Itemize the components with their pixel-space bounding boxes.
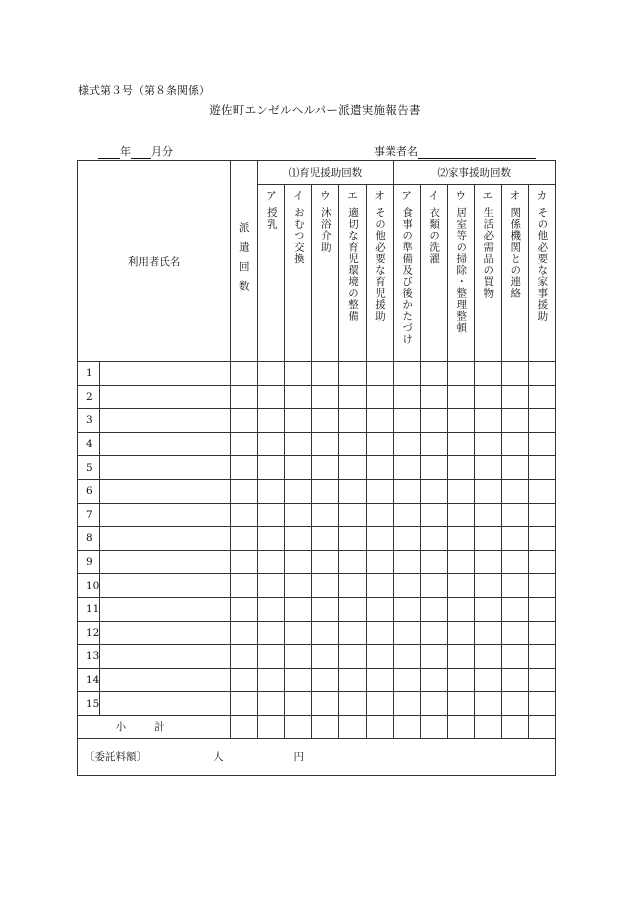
count-cell[interactable]: [366, 362, 393, 386]
count-cell[interactable]: [312, 527, 339, 551]
count-cell[interactable]: [420, 668, 447, 692]
table-row: [78, 692, 556, 716]
item-label-cell: [285, 205, 312, 362]
row-number: 8: [78, 527, 100, 551]
table-row: [78, 362, 556, 386]
count-cell[interactable]: [393, 479, 420, 503]
row-number: 9: [78, 550, 100, 574]
count-cell[interactable]: [420, 597, 447, 621]
count-cell[interactable]: [528, 385, 555, 409]
persons-unit: 人: [213, 751, 224, 764]
count-cell[interactable]: [474, 574, 501, 598]
item-label-cell: [447, 205, 474, 362]
count-cell[interactable]: [312, 645, 339, 669]
count-cell[interactable]: [501, 432, 528, 456]
childcare-group-header: ⑴育児援助回数: [258, 161, 393, 185]
table-row: [78, 574, 556, 598]
count-cell[interactable]: [339, 479, 366, 503]
count-cell[interactable]: [447, 432, 474, 456]
count-cell[interactable]: [474, 645, 501, 669]
count-cell[interactable]: [285, 550, 312, 574]
count-cell[interactable]: [366, 409, 393, 433]
count-cell[interactable]: [231, 432, 258, 456]
count-cell[interactable]: [420, 645, 447, 669]
count-cell[interactable]: [285, 409, 312, 433]
count-cell[interactable]: [285, 385, 312, 409]
count-cell[interactable]: [528, 574, 555, 598]
count-cell[interactable]: [501, 692, 528, 716]
count-cell[interactable]: [393, 527, 420, 551]
count-cell[interactable]: [231, 527, 258, 551]
count-cell[interactable]: [366, 527, 393, 551]
count-cell[interactable]: [285, 645, 312, 669]
count-cell[interactable]: [312, 456, 339, 480]
item-label-cell: [258, 205, 285, 362]
count-cell[interactable]: [393, 645, 420, 669]
count-cell[interactable]: [393, 668, 420, 692]
count-cell[interactable]: [312, 668, 339, 692]
count-cell[interactable]: [528, 668, 555, 692]
subtotal-cell[interactable]: [312, 715, 339, 738]
count-cell[interactable]: [420, 479, 447, 503]
count-cell[interactable]: [447, 645, 474, 669]
row-number: 6: [78, 479, 100, 503]
count-cell[interactable]: [420, 692, 447, 716]
row-number: 7: [78, 503, 100, 527]
count-cell[interactable]: [231, 597, 258, 621]
item-label-cell: [528, 205, 555, 362]
row-number: 11: [78, 597, 100, 621]
user-name-cell[interactable]: [100, 668, 231, 692]
count-cell[interactable]: [339, 432, 366, 456]
count-cell[interactable]: [312, 621, 339, 645]
item-label: 生活必需品の買物: [482, 207, 495, 299]
count-cell[interactable]: [420, 550, 447, 574]
count-cell[interactable]: [501, 479, 528, 503]
count-cell[interactable]: [285, 362, 312, 386]
count-cell[interactable]: [501, 668, 528, 692]
user-name-cell[interactable]: [100, 432, 231, 456]
subtotal-cell[interactable]: [420, 715, 447, 738]
count-cell[interactable]: [366, 621, 393, 645]
document-title: 遊佐町エンゼルヘルパー派遣実施報告書: [209, 103, 421, 117]
subtotal-cell[interactable]: [366, 715, 393, 738]
table-row: [78, 550, 556, 574]
count-cell[interactable]: [501, 385, 528, 409]
count-cell[interactable]: [339, 409, 366, 433]
count-cell[interactable]: [258, 621, 285, 645]
count-cell[interactable]: [258, 362, 285, 386]
count-cell[interactable]: [501, 597, 528, 621]
count-cell[interactable]: [474, 409, 501, 433]
count-cell[interactable]: [366, 550, 393, 574]
count-cell[interactable]: [366, 692, 393, 716]
count-cell[interactable]: [312, 479, 339, 503]
count-cell[interactable]: [393, 503, 420, 527]
item-label-cell: [366, 205, 393, 362]
count-cell[interactable]: [420, 409, 447, 433]
count-cell[interactable]: [528, 456, 555, 480]
item-letter: ウ: [447, 185, 474, 206]
count-cell[interactable]: [312, 574, 339, 598]
item-letter: オ: [501, 185, 528, 206]
count-cell[interactable]: [258, 597, 285, 621]
report-table: [77, 160, 556, 776]
count-cell[interactable]: [366, 503, 393, 527]
user-name-cell[interactable]: [100, 362, 231, 386]
count-cell[interactable]: [339, 668, 366, 692]
count-cell[interactable]: [474, 621, 501, 645]
user-name-cell[interactable]: [100, 479, 231, 503]
count-cell[interactable]: [312, 503, 339, 527]
count-cell[interactable]: [393, 597, 420, 621]
table-row: [78, 479, 556, 503]
count-cell[interactable]: [258, 503, 285, 527]
count-cell[interactable]: [258, 692, 285, 716]
subtotal-cell[interactable]: [474, 715, 501, 738]
item-letter: ア: [258, 185, 285, 206]
subtotal-row: [78, 715, 556, 738]
user-name-cell[interactable]: [100, 503, 231, 527]
count-cell[interactable]: [447, 362, 474, 386]
row-number: 5: [78, 456, 100, 480]
count-cell[interactable]: [447, 550, 474, 574]
count-cell[interactable]: [474, 597, 501, 621]
item-label: 授乳: [265, 207, 278, 230]
count-cell[interactable]: [339, 456, 366, 480]
count-cell[interactable]: [312, 432, 339, 456]
count-cell[interactable]: [285, 503, 312, 527]
subtotal-cell[interactable]: [528, 715, 555, 738]
count-cell[interactable]: [285, 479, 312, 503]
count-cell[interactable]: [501, 456, 528, 480]
subtotal-label: 小計: [78, 715, 231, 738]
count-cell[interactable]: [393, 692, 420, 716]
dispatch-count-header: 派遣回数: [231, 161, 258, 362]
report-period: [98, 143, 173, 159]
fee-cell[interactable]: [78, 738, 556, 775]
count-cell[interactable]: [528, 550, 555, 574]
year-blank[interactable]: [98, 146, 120, 159]
count-cell[interactable]: [312, 692, 339, 716]
item-letter: エ: [339, 185, 366, 206]
count-cell[interactable]: [366, 574, 393, 598]
count-cell[interactable]: [420, 574, 447, 598]
user-name-cell[interactable]: [100, 456, 231, 480]
item-letter: ア: [393, 185, 420, 206]
row-number: 14: [78, 668, 100, 692]
subtotal-cell[interactable]: [258, 715, 285, 738]
count-cell[interactable]: [366, 645, 393, 669]
count-cell[interactable]: [366, 668, 393, 692]
count-cell[interactable]: [231, 409, 258, 433]
operator-blank[interactable]: [418, 146, 536, 159]
row-number: 13: [78, 645, 100, 669]
count-cell[interactable]: [474, 432, 501, 456]
count-cell[interactable]: [528, 527, 555, 551]
count-cell[interactable]: [258, 432, 285, 456]
count-cell[interactable]: [285, 527, 312, 551]
count-cell[interactable]: [420, 432, 447, 456]
user-name-cell[interactable]: [100, 692, 231, 716]
count-cell[interactable]: [285, 621, 312, 645]
user-name-cell[interactable]: [100, 527, 231, 551]
count-cell[interactable]: [339, 527, 366, 551]
row-number: 10: [78, 574, 100, 598]
item-label-cell: [420, 205, 447, 362]
subtotal-cell[interactable]: [501, 715, 528, 738]
count-cell[interactable]: [393, 362, 420, 386]
count-cell[interactable]: [231, 621, 258, 645]
month-blank[interactable]: [131, 146, 151, 159]
user-name-cell[interactable]: [100, 550, 231, 574]
count-cell[interactable]: [312, 550, 339, 574]
count-cell[interactable]: [474, 479, 501, 503]
operator-name: [374, 143, 536, 159]
count-cell[interactable]: [258, 385, 285, 409]
user-name-cell[interactable]: [100, 409, 231, 433]
count-cell[interactable]: [528, 362, 555, 386]
item-letter: カ: [528, 185, 555, 206]
count-cell[interactable]: [258, 479, 285, 503]
item-label-cell: [339, 205, 366, 362]
count-cell[interactable]: [366, 479, 393, 503]
count-cell[interactable]: [231, 550, 258, 574]
count-cell[interactable]: [312, 385, 339, 409]
count-cell[interactable]: [474, 550, 501, 574]
count-cell[interactable]: [420, 362, 447, 386]
count-cell[interactable]: [339, 597, 366, 621]
count-cell[interactable]: [528, 597, 555, 621]
count-cell[interactable]: [420, 385, 447, 409]
count-cell[interactable]: [528, 645, 555, 669]
count-cell[interactable]: [501, 574, 528, 598]
count-cell[interactable]: [285, 574, 312, 598]
user-name-cell[interactable]: [100, 574, 231, 598]
subtotal-cell[interactable]: [285, 715, 312, 738]
count-cell[interactable]: [339, 362, 366, 386]
count-cell[interactable]: [420, 621, 447, 645]
count-cell[interactable]: [474, 385, 501, 409]
item-letter: ウ: [312, 185, 339, 206]
count-cell[interactable]: [474, 692, 501, 716]
row-number: 2: [78, 385, 100, 409]
count-cell[interactable]: [420, 503, 447, 527]
count-cell[interactable]: [339, 645, 366, 669]
count-cell[interactable]: [231, 362, 258, 386]
form-number: 様式第３号（第８条関係）: [78, 84, 210, 97]
row-number: 1: [78, 362, 100, 386]
count-cell[interactable]: [501, 503, 528, 527]
count-cell[interactable]: [501, 409, 528, 433]
count-cell[interactable]: [393, 385, 420, 409]
count-cell[interactable]: [474, 362, 501, 386]
item-label: 適切な育児環境の整備: [346, 207, 359, 322]
table-row: [78, 621, 556, 645]
count-cell[interactable]: [285, 668, 312, 692]
subtotal-cell[interactable]: [447, 715, 474, 738]
count-cell[interactable]: [420, 527, 447, 551]
count-cell[interactable]: [393, 550, 420, 574]
row-number: 3: [78, 409, 100, 433]
item-label: 食事の準備及び後かたづけ: [401, 207, 414, 345]
count-cell[interactable]: [258, 550, 285, 574]
count-cell[interactable]: [528, 409, 555, 433]
count-cell[interactable]: [339, 385, 366, 409]
count-cell[interactable]: [501, 527, 528, 551]
count-cell[interactable]: [501, 362, 528, 386]
count-cell[interactable]: [420, 456, 447, 480]
count-cell[interactable]: [231, 385, 258, 409]
table-row: [78, 597, 556, 621]
count-cell[interactable]: [447, 597, 474, 621]
item-letter: オ: [366, 185, 393, 206]
count-cell[interactable]: [528, 692, 555, 716]
year-label: 年: [120, 145, 131, 158]
count-cell[interactable]: [393, 574, 420, 598]
count-cell[interactable]: [231, 668, 258, 692]
count-cell[interactable]: [393, 432, 420, 456]
fee-label: 〔委託料額〕: [84, 751, 147, 764]
operator-label: 事業者名: [374, 145, 418, 158]
name-header: 利用者氏名: [78, 161, 231, 362]
count-cell[interactable]: [447, 479, 474, 503]
count-cell[interactable]: [474, 527, 501, 551]
item-letter: イ: [420, 185, 447, 206]
month-label: 月分: [151, 145, 173, 158]
count-cell[interactable]: [447, 621, 474, 645]
count-cell[interactable]: [258, 645, 285, 669]
count-cell[interactable]: [258, 409, 285, 433]
count-cell[interactable]: [258, 574, 285, 598]
count-cell[interactable]: [447, 385, 474, 409]
count-cell[interactable]: [312, 362, 339, 386]
user-name-cell[interactable]: [100, 645, 231, 669]
count-cell[interactable]: [447, 668, 474, 692]
count-cell[interactable]: [447, 503, 474, 527]
item-label: その他必要な育児援助: [374, 207, 387, 322]
count-cell[interactable]: [447, 574, 474, 598]
subtotal-cell[interactable]: [339, 715, 366, 738]
count-cell[interactable]: [231, 479, 258, 503]
count-cell[interactable]: [528, 432, 555, 456]
count-cell[interactable]: [339, 574, 366, 598]
user-name-cell[interactable]: [100, 385, 231, 409]
count-cell[interactable]: [258, 527, 285, 551]
table-row: [78, 668, 556, 692]
count-cell[interactable]: [447, 456, 474, 480]
user-name-cell[interactable]: [100, 597, 231, 621]
count-cell[interactable]: [231, 574, 258, 598]
count-cell[interactable]: [258, 456, 285, 480]
count-cell[interactable]: [393, 621, 420, 645]
count-cell[interactable]: [366, 432, 393, 456]
count-cell[interactable]: [528, 621, 555, 645]
count-cell[interactable]: [447, 692, 474, 716]
count-cell[interactable]: [474, 503, 501, 527]
item-label-cell: [393, 205, 420, 362]
count-cell[interactable]: [339, 692, 366, 716]
count-cell[interactable]: [447, 409, 474, 433]
count-cell[interactable]: [231, 692, 258, 716]
count-cell[interactable]: [366, 456, 393, 480]
subtotal-cell[interactable]: [393, 715, 420, 738]
count-cell[interactable]: [501, 550, 528, 574]
count-cell[interactable]: [339, 621, 366, 645]
row-number: 4: [78, 432, 100, 456]
item-label-cell: [501, 205, 528, 362]
count-cell[interactable]: [366, 597, 393, 621]
count-cell[interactable]: [474, 456, 501, 480]
count-cell[interactable]: [285, 692, 312, 716]
yen-unit: 円: [293, 751, 304, 764]
count-cell[interactable]: [339, 550, 366, 574]
count-cell[interactable]: [285, 432, 312, 456]
subtotal-cell[interactable]: [231, 715, 258, 738]
table-row: [78, 432, 556, 456]
item-label: おむつ交換: [292, 207, 305, 265]
count-cell[interactable]: [501, 645, 528, 669]
item-label: 衣類の洗濯: [428, 207, 441, 265]
item-label: その他必要な家事援助: [536, 207, 549, 322]
count-cell[interactable]: [393, 456, 420, 480]
table-row: [78, 385, 556, 409]
user-name-cell[interactable]: [100, 621, 231, 645]
row-number: 12: [78, 621, 100, 645]
item-label-cell: [312, 205, 339, 362]
row-number: 15: [78, 692, 100, 716]
count-cell[interactable]: [339, 503, 366, 527]
count-cell[interactable]: [501, 621, 528, 645]
count-cell[interactable]: [258, 668, 285, 692]
count-cell[interactable]: [447, 527, 474, 551]
fee-row: [78, 738, 556, 775]
item-letter: エ: [474, 185, 501, 206]
count-cell[interactable]: [231, 456, 258, 480]
table-row: [78, 456, 556, 480]
count-cell[interactable]: [366, 385, 393, 409]
item-label: 居室等の掃除・整理整頓: [455, 207, 468, 334]
count-cell[interactable]: [528, 479, 555, 503]
table-row: [78, 645, 556, 669]
count-cell[interactable]: [285, 456, 312, 480]
table-row: [78, 503, 556, 527]
housework-group-header: ⑵家事援助回数: [393, 161, 555, 185]
count-cell[interactable]: [312, 409, 339, 433]
count-cell[interactable]: [231, 503, 258, 527]
count-cell[interactable]: [528, 503, 555, 527]
table-row: [78, 409, 556, 433]
count-cell[interactable]: [285, 597, 312, 621]
item-label: 関係機関との連絡: [509, 207, 522, 299]
count-cell[interactable]: [231, 645, 258, 669]
item-label-cell: [474, 205, 501, 362]
item-letter: イ: [285, 185, 312, 206]
count-cell[interactable]: [474, 668, 501, 692]
count-cell[interactable]: [393, 409, 420, 433]
table-row: [78, 527, 556, 551]
count-cell[interactable]: [312, 597, 339, 621]
item-label: 沐浴介助: [319, 207, 332, 253]
